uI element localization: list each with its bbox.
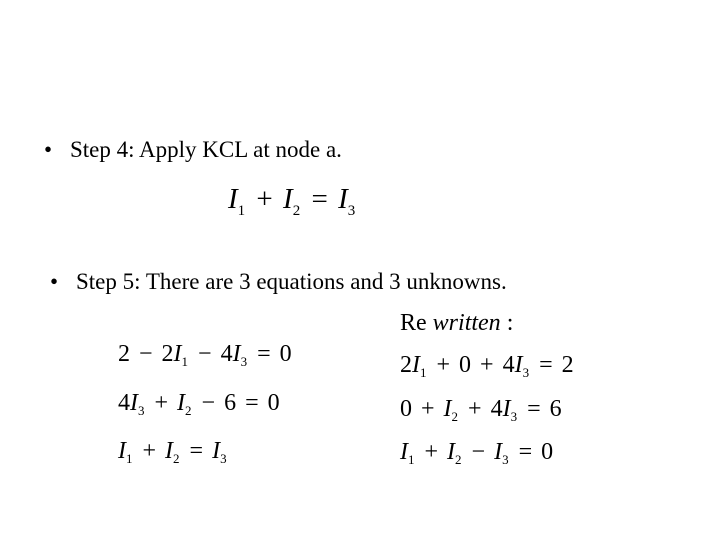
current-symbol: I — [173, 341, 182, 367]
current-symbol: I — [228, 183, 238, 215]
equation-left-1 — [118, 339, 292, 369]
current-symbol: I — [338, 183, 348, 215]
plus-operator: + — [436, 352, 451, 378]
bullet-step-4 — [44, 136, 342, 164]
constant: 0 — [459, 352, 472, 378]
current-subscript: 2 — [292, 203, 301, 219]
coefficient: 4 — [502, 352, 515, 378]
current-symbol: I — [212, 438, 221, 464]
equation-right-1 — [400, 350, 574, 380]
coefficient: 4 — [490, 396, 503, 422]
plus-operator: + — [480, 352, 494, 378]
bullet-marker: • — [50, 269, 59, 294]
current-subscript: 1 — [408, 452, 415, 467]
current-subscript: 3 — [138, 403, 145, 418]
colon: : — [506, 310, 514, 336]
coefficient: 2 — [161, 341, 174, 367]
current-symbol: I — [118, 438, 126, 464]
current-subscript: 1 — [181, 354, 189, 369]
equals-operator: = — [257, 341, 271, 367]
constant: 6 — [224, 390, 237, 416]
bullet-marker: • — [44, 137, 53, 162]
current-symbol: I — [232, 341, 241, 367]
plus-operator: + — [256, 183, 273, 215]
plus-operator: + — [421, 396, 435, 422]
current-symbol: I — [502, 396, 511, 422]
current-subscript: 2 — [455, 452, 462, 467]
current-subscript: 1 — [420, 365, 427, 380]
minus-operator: − — [139, 341, 153, 367]
current-symbol: I — [447, 439, 456, 465]
equals-operator: = — [527, 396, 541, 422]
current-symbol: I — [443, 396, 452, 422]
minus-operator: − — [471, 439, 486, 465]
current-subscript: 3 — [510, 409, 518, 424]
current-subscript: 3 — [347, 203, 356, 219]
equation-right-3 — [400, 437, 553, 467]
equation-left-2 — [118, 388, 280, 418]
current-subscript: 3 — [220, 451, 227, 466]
current-symbol: I — [283, 183, 293, 215]
current-symbol: I — [400, 439, 408, 465]
rewritten-word: written — [432, 310, 501, 336]
plus-operator: + — [424, 439, 439, 465]
coefficient: 4 — [220, 341, 233, 367]
current-subscript: 3 — [240, 354, 248, 369]
current-symbol: I — [514, 352, 523, 378]
equals-operator: = — [518, 439, 533, 465]
minus-operator: − — [198, 341, 212, 367]
rhs-value: 0 — [267, 390, 280, 416]
plus-operator: + — [142, 438, 157, 464]
current-subscript: 3 — [522, 365, 530, 380]
coefficient: 4 — [118, 390, 130, 416]
rewritten-prefix: Re — [400, 310, 427, 336]
current-symbol: I — [165, 438, 174, 464]
kcl-equation — [228, 182, 356, 219]
plus-operator: + — [154, 390, 169, 416]
constant: 0 — [400, 396, 412, 422]
current-subscript: 3 — [502, 452, 509, 467]
equation-right-2 — [400, 394, 562, 424]
current-symbol: I — [130, 390, 138, 416]
bullet-text: Step 5: There are 3 equations and 3 unknowns. — [76, 269, 507, 294]
equals-operator: = — [245, 390, 259, 416]
rhs-value: 0 — [279, 341, 292, 367]
current-symbol: I — [494, 439, 503, 465]
equals-operator: = — [539, 352, 553, 378]
current-subscript: 2 — [185, 403, 192, 418]
minus-operator: − — [201, 390, 216, 416]
equals-operator: = — [311, 183, 328, 215]
current-subscript: 1 — [237, 203, 246, 219]
current-subscript: 2 — [451, 409, 459, 424]
current-symbol: I — [177, 390, 186, 416]
rewritten-label — [400, 308, 513, 338]
equation-left-3 — [118, 436, 228, 466]
constant: 2 — [118, 341, 130, 367]
equals-operator: = — [189, 438, 204, 464]
coefficient: 2 — [400, 352, 412, 378]
current-symbol: I — [412, 352, 420, 378]
bullet-step-5 — [50, 268, 507, 296]
plus-operator: + — [468, 396, 482, 422]
rhs-value: 6 — [549, 396, 562, 422]
current-subscript: 1 — [126, 451, 133, 466]
current-subscript: 2 — [173, 451, 180, 466]
bullet-text: Step 4: Apply KCL at node a. — [70, 137, 342, 162]
rhs-value: 0 — [541, 439, 554, 465]
rhs-value: 2 — [561, 352, 574, 378]
